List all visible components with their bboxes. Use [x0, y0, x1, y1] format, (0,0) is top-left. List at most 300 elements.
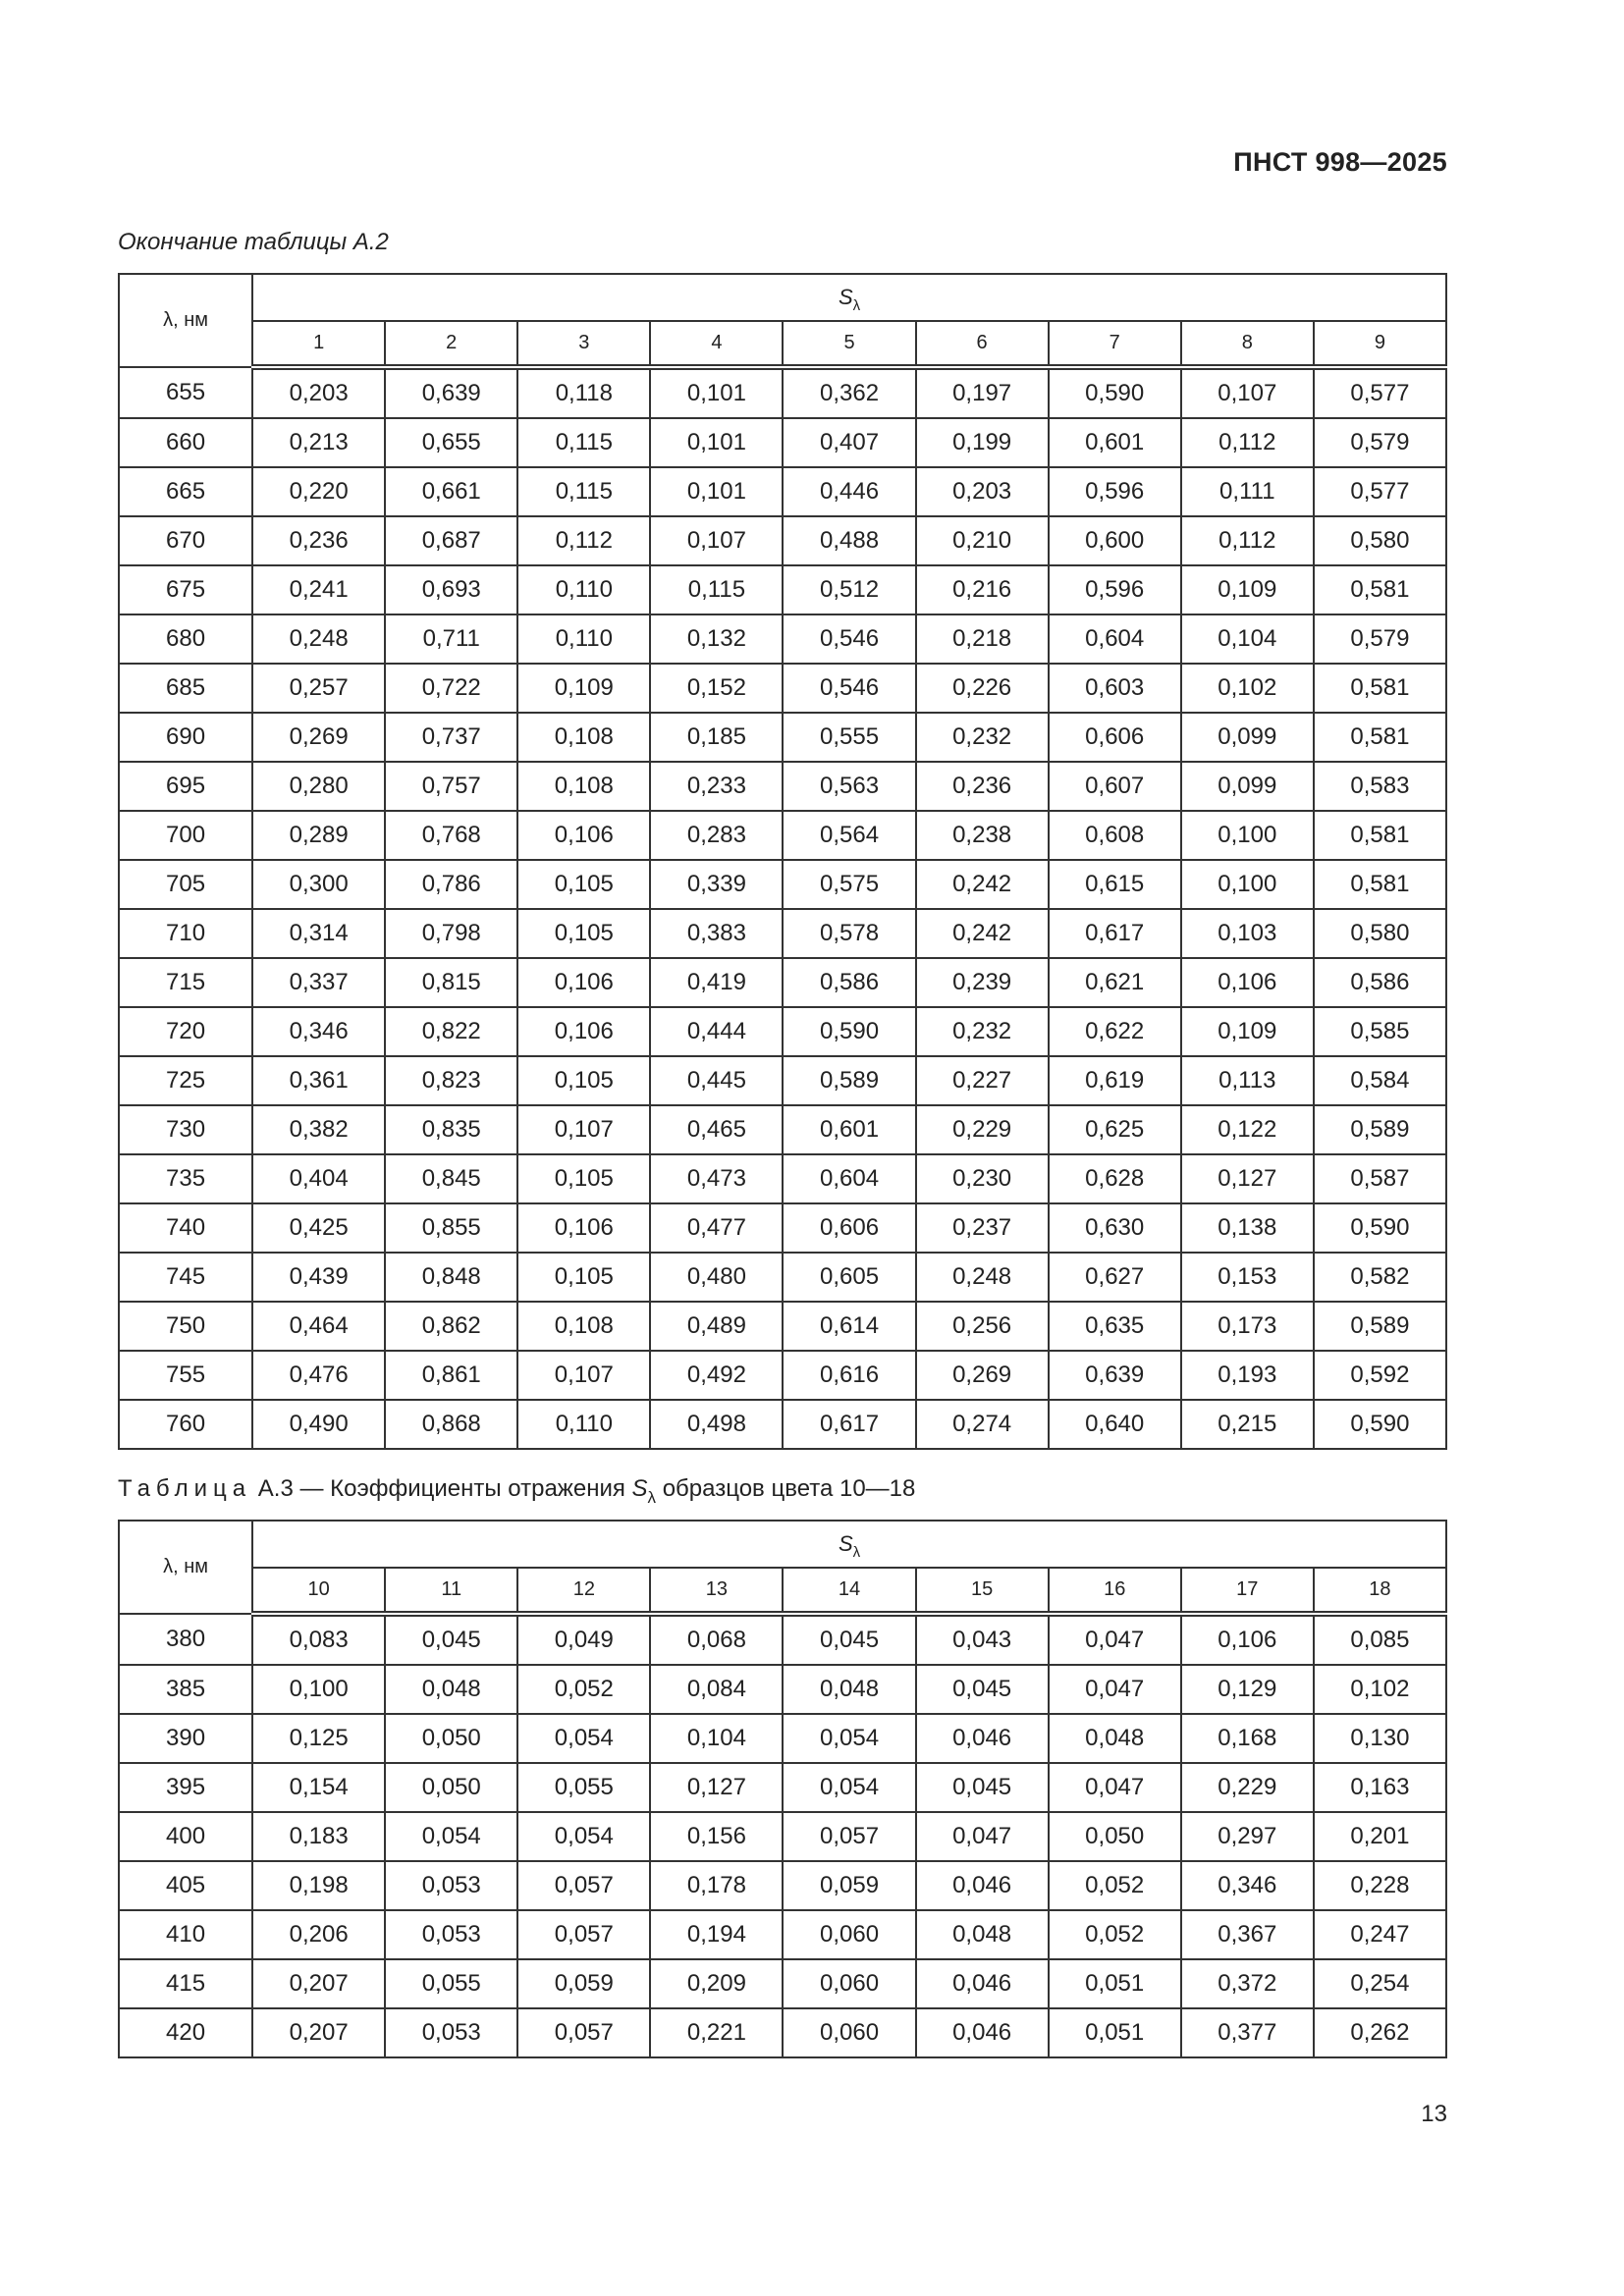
value-cell: 0,108 [517, 713, 650, 762]
value-cell: 0,045 [783, 1614, 915, 1665]
value-cell: 0,737 [385, 713, 517, 762]
value-cell: 0,106 [517, 1203, 650, 1253]
value-cell: 0,055 [517, 1763, 650, 1812]
value-cell: 0,589 [783, 1056, 915, 1105]
value-cell: 0,845 [385, 1154, 517, 1203]
column-header: 7 [1049, 321, 1181, 367]
value-cell: 0,848 [385, 1253, 517, 1302]
value-cell: 0,635 [1049, 1302, 1181, 1351]
value-cell: 0,445 [650, 1056, 783, 1105]
value-cell: 0,153 [1181, 1253, 1314, 1302]
value-cell: 0,382 [252, 1105, 385, 1154]
value-cell: 0,564 [783, 811, 915, 860]
value-cell: 0,216 [916, 565, 1049, 614]
column-header: 17 [1181, 1568, 1314, 1614]
value-cell: 0,823 [385, 1056, 517, 1105]
value-cell: 0,257 [252, 664, 385, 713]
value-cell: 0,057 [783, 1812, 915, 1861]
value-cell: 0,269 [252, 713, 385, 762]
column-header: 9 [1314, 321, 1446, 367]
value-cell: 0,054 [385, 1812, 517, 1861]
value-cell: 0,621 [1049, 958, 1181, 1007]
value-cell: 0,221 [650, 2008, 783, 2057]
table-body [119, 1614, 1446, 2057]
value-cell: 0,577 [1314, 367, 1446, 418]
value-cell: 0,489 [650, 1302, 783, 1351]
value-cell: 0,283 [650, 811, 783, 860]
value-cell: 0,546 [783, 614, 915, 664]
value-cell: 0,546 [783, 664, 915, 713]
value-cell: 0,581 [1314, 713, 1446, 762]
value-cell: 0,059 [517, 1959, 650, 2008]
value-cell: 0,201 [1314, 1812, 1446, 1861]
value-cell: 0,046 [916, 1714, 1049, 1763]
value-cell: 0,589 [1314, 1105, 1446, 1154]
value-cell: 0,585 [1314, 1007, 1446, 1056]
value-cell: 0,110 [517, 1400, 650, 1449]
value-cell: 0,057 [517, 1861, 650, 1910]
value-cell: 0,129 [1181, 1665, 1314, 1714]
wavelength-cell: 755 [119, 1351, 252, 1400]
value-cell: 0,693 [385, 565, 517, 614]
value-cell: 0,229 [916, 1105, 1049, 1154]
value-cell: 0,127 [650, 1763, 783, 1812]
value-cell: 0,110 [517, 614, 650, 664]
value-cell: 0,045 [916, 1763, 1049, 1812]
value-cell: 0,100 [252, 1665, 385, 1714]
wavelength-cell: 735 [119, 1154, 252, 1203]
wavelength-cell: 760 [119, 1400, 252, 1449]
value-cell: 0,661 [385, 467, 517, 516]
value-cell: 0,237 [916, 1203, 1049, 1253]
value-cell: 0,444 [650, 1007, 783, 1056]
value-cell: 0,722 [385, 664, 517, 713]
value-cell: 0,233 [650, 762, 783, 811]
wavelength-cell: 670 [119, 516, 252, 565]
value-cell: 0,049 [517, 1614, 650, 1665]
value-cell: 0,105 [517, 1056, 650, 1105]
s-lambda-header [252, 274, 1446, 321]
wavelength-cell: 675 [119, 565, 252, 614]
wavelength-cell: 395 [119, 1763, 252, 1812]
value-cell: 0,115 [650, 565, 783, 614]
value-cell: 0,052 [1049, 1910, 1181, 1959]
value-cell: 0,104 [650, 1714, 783, 1763]
table-row [119, 1959, 1446, 2008]
value-cell: 0,407 [783, 418, 915, 467]
column-header: 16 [1049, 1568, 1181, 1614]
value-cell: 0,054 [783, 1763, 915, 1812]
value-cell: 0,579 [1314, 614, 1446, 664]
value-cell: 0,118 [517, 367, 650, 418]
value-cell: 0,113 [1181, 1056, 1314, 1105]
value-cell: 0,607 [1049, 762, 1181, 811]
value-cell: 0,054 [517, 1714, 650, 1763]
value-cell: 0,178 [650, 1861, 783, 1910]
value-cell: 0,596 [1049, 565, 1181, 614]
value-cell: 0,055 [385, 1959, 517, 2008]
table-row [119, 516, 1446, 565]
value-cell: 0,060 [783, 1910, 915, 1959]
column-header: 1 [252, 321, 385, 367]
table-row [119, 467, 1446, 516]
value-cell: 0,053 [385, 1861, 517, 1910]
value-cell: 0,059 [783, 1861, 915, 1910]
value-cell: 0,248 [252, 614, 385, 664]
value-cell: 0,232 [916, 1007, 1049, 1056]
value-cell: 0,655 [385, 418, 517, 467]
table-row [119, 1203, 1446, 1253]
column-header: 14 [783, 1568, 915, 1614]
s-symbol: S [838, 285, 853, 309]
value-cell: 0,280 [252, 762, 385, 811]
column-header: 5 [783, 321, 915, 367]
table-row [119, 1105, 1446, 1154]
value-cell: 0,109 [517, 664, 650, 713]
value-cell: 0,404 [252, 1154, 385, 1203]
value-cell: 0,105 [517, 1253, 650, 1302]
value-cell: 0,130 [1314, 1714, 1446, 1763]
value-cell: 0,835 [385, 1105, 517, 1154]
value-cell: 0,115 [517, 467, 650, 516]
table-row [119, 909, 1446, 958]
value-cell: 0,628 [1049, 1154, 1181, 1203]
value-cell: 0,112 [517, 516, 650, 565]
value-cell: 0,488 [783, 516, 915, 565]
value-cell: 0,625 [1049, 1105, 1181, 1154]
s-lambda-header [252, 1521, 1446, 1568]
value-cell: 0,060 [783, 1959, 915, 2008]
value-cell: 0,103 [1181, 909, 1314, 958]
value-cell: 0,057 [517, 2008, 650, 2057]
value-cell: 0,122 [1181, 1105, 1314, 1154]
column-header: 2 [385, 321, 517, 367]
value-cell: 0,590 [1049, 367, 1181, 418]
value-cell: 0,367 [1181, 1910, 1314, 1959]
table-row [119, 713, 1446, 762]
value-cell: 0,108 [517, 1302, 650, 1351]
value-cell: 0,241 [252, 565, 385, 614]
value-cell: 0,239 [916, 958, 1049, 1007]
value-cell: 0,711 [385, 614, 517, 664]
value-cell: 0,555 [783, 713, 915, 762]
value-cell: 0,586 [1314, 958, 1446, 1007]
value-cell: 0,199 [916, 418, 1049, 467]
value-cell: 0,106 [1181, 1614, 1314, 1665]
value-cell: 0,362 [783, 367, 915, 418]
column-header: 13 [650, 1568, 783, 1614]
value-cell: 0,606 [783, 1203, 915, 1253]
value-cell: 0,861 [385, 1351, 517, 1400]
table-row [119, 860, 1446, 909]
value-cell: 0,581 [1314, 860, 1446, 909]
value-cell: 0,213 [252, 418, 385, 467]
value-cell: 0,580 [1314, 909, 1446, 958]
value-cell: 0,604 [783, 1154, 915, 1203]
value-cell: 0,480 [650, 1253, 783, 1302]
column-header: 3 [517, 321, 650, 367]
s-subscript: λ [852, 1544, 861, 1561]
table-a3-caption [118, 1474, 915, 1506]
value-cell: 0,054 [783, 1714, 915, 1763]
value-cell: 0,106 [517, 958, 650, 1007]
wavelength-cell: 415 [119, 1959, 252, 2008]
value-cell: 0,047 [1049, 1614, 1181, 1665]
value-cell: 0,619 [1049, 1056, 1181, 1105]
value-cell: 0,603 [1049, 664, 1181, 713]
table-row [119, 1812, 1446, 1861]
value-cell: 0,050 [385, 1714, 517, 1763]
value-cell: 0,100 [1181, 811, 1314, 860]
value-cell: 0,419 [650, 958, 783, 1007]
value-cell: 0,050 [385, 1763, 517, 1812]
value-cell: 0,083 [252, 1614, 385, 1665]
value-cell: 0,262 [1314, 2008, 1446, 2057]
column-header: 11 [385, 1568, 517, 1614]
value-cell: 0,051 [1049, 2008, 1181, 2057]
table-row [119, 1763, 1446, 1812]
value-cell: 0,051 [1049, 1959, 1181, 2008]
value-cell: 0,045 [385, 1614, 517, 1665]
value-cell: 0,498 [650, 1400, 783, 1449]
wavelength-cell: 745 [119, 1253, 252, 1302]
table-row [119, 1253, 1446, 1302]
value-cell: 0,138 [1181, 1203, 1314, 1253]
value-cell: 0,798 [385, 909, 517, 958]
value-cell: 0,107 [517, 1351, 650, 1400]
value-cell: 0,247 [1314, 1910, 1446, 1959]
value-cell: 0,107 [650, 516, 783, 565]
value-cell: 0,203 [916, 467, 1049, 516]
value-cell: 0,589 [1314, 1302, 1446, 1351]
value-cell: 0,085 [1314, 1614, 1446, 1665]
value-cell: 0,101 [650, 418, 783, 467]
caption-text-after: образцов цвета 10—18 [662, 1475, 916, 1502]
value-cell: 0,314 [252, 909, 385, 958]
value-cell: 0,582 [1314, 1253, 1446, 1302]
wavelength-cell: 685 [119, 664, 252, 713]
value-cell: 0,242 [916, 909, 1049, 958]
table-row [119, 1302, 1446, 1351]
value-cell: 0,173 [1181, 1302, 1314, 1351]
value-cell: 0,256 [916, 1302, 1049, 1351]
value-cell: 0,102 [1314, 1665, 1446, 1714]
value-cell: 0,209 [650, 1959, 783, 2008]
lambda-header: λ, нм [119, 274, 252, 367]
value-cell: 0,105 [517, 909, 650, 958]
wavelength-cell: 385 [119, 1665, 252, 1714]
value-cell: 0,112 [1181, 516, 1314, 565]
column-header: 4 [650, 321, 783, 367]
table-row [119, 762, 1446, 811]
value-cell: 0,057 [517, 1910, 650, 1959]
value-cell: 0,100 [1181, 860, 1314, 909]
table-row [119, 1007, 1446, 1056]
value-cell: 0,473 [650, 1154, 783, 1203]
wavelength-cell: 750 [119, 1302, 252, 1351]
value-cell: 0,617 [783, 1400, 915, 1449]
wavelength-cell: 655 [119, 367, 252, 418]
value-cell: 0,579 [1314, 418, 1446, 467]
value-cell: 0,193 [1181, 1351, 1314, 1400]
value-cell: 0,614 [783, 1302, 915, 1351]
table-row [119, 418, 1446, 467]
table-row [119, 614, 1446, 664]
value-cell: 0,046 [916, 2008, 1049, 2057]
value-cell: 0,464 [252, 1302, 385, 1351]
value-cell: 0,274 [916, 1400, 1049, 1449]
value-cell: 0,106 [517, 811, 650, 860]
value-cell: 0,346 [252, 1007, 385, 1056]
value-cell: 0,053 [385, 2008, 517, 2057]
value-cell: 0,590 [783, 1007, 915, 1056]
value-cell: 0,185 [650, 713, 783, 762]
value-cell: 0,125 [252, 1714, 385, 1763]
s-subscript: λ [852, 297, 861, 314]
value-cell: 0,297 [1181, 1812, 1314, 1861]
value-cell: 0,050 [1049, 1812, 1181, 1861]
value-cell: 0,446 [783, 467, 915, 516]
wavelength-cell: 380 [119, 1614, 252, 1665]
value-cell: 0,228 [1314, 1861, 1446, 1910]
value-cell: 0,339 [650, 860, 783, 909]
wavelength-cell: 705 [119, 860, 252, 909]
value-cell: 0,639 [1049, 1351, 1181, 1400]
value-cell: 0,855 [385, 1203, 517, 1253]
value-cell: 0,581 [1314, 664, 1446, 713]
wavelength-cell: 695 [119, 762, 252, 811]
page-number: 13 [1421, 2101, 1447, 2127]
value-cell: 0,604 [1049, 614, 1181, 664]
value-cell: 0,578 [783, 909, 915, 958]
table-body [119, 367, 1446, 1449]
table-row [119, 958, 1446, 1007]
table-row [119, 1351, 1446, 1400]
value-cell: 0,060 [783, 2008, 915, 2057]
value-cell: 0,289 [252, 811, 385, 860]
value-cell: 0,300 [252, 860, 385, 909]
value-cell: 0,107 [517, 1105, 650, 1154]
value-cell: 0,640 [1049, 1400, 1181, 1449]
wavelength-cell: 730 [119, 1105, 252, 1154]
value-cell: 0,183 [252, 1812, 385, 1861]
value-cell: 0,109 [1181, 565, 1314, 614]
value-cell: 0,045 [916, 1665, 1049, 1714]
table-a2 [118, 273, 1447, 1450]
value-cell: 0,106 [517, 1007, 650, 1056]
value-cell: 0,616 [783, 1351, 915, 1400]
value-cell: 0,052 [517, 1665, 650, 1714]
value-cell: 0,101 [650, 367, 783, 418]
wavelength-cell: 405 [119, 1861, 252, 1910]
column-header: 18 [1314, 1568, 1446, 1614]
value-cell: 0,577 [1314, 467, 1446, 516]
value-cell: 0,580 [1314, 516, 1446, 565]
value-cell: 0,477 [650, 1203, 783, 1253]
value-cell: 0,220 [252, 467, 385, 516]
table-a3 [118, 1520, 1447, 2058]
value-cell: 0,048 [385, 1665, 517, 1714]
value-cell: 0,590 [1314, 1203, 1446, 1253]
value-cell: 0,476 [252, 1351, 385, 1400]
value-cell: 0,099 [1181, 762, 1314, 811]
value-cell: 0,236 [252, 516, 385, 565]
column-header: 12 [517, 1568, 650, 1614]
value-cell: 0,361 [252, 1056, 385, 1105]
value-cell: 0,048 [916, 1910, 1049, 1959]
value-cell: 0,229 [1181, 1763, 1314, 1812]
value-cell: 0,105 [517, 1154, 650, 1203]
value-cell: 0,606 [1049, 713, 1181, 762]
value-cell: 0,581 [1314, 811, 1446, 860]
value-cell: 0,227 [916, 1056, 1049, 1105]
value-cell: 0,757 [385, 762, 517, 811]
table-row [119, 811, 1446, 860]
column-number-row [119, 321, 1446, 367]
value-cell: 0,048 [783, 1665, 915, 1714]
table-row [119, 1154, 1446, 1203]
caption-symbol: S [631, 1475, 648, 1502]
value-cell: 0,109 [1181, 1007, 1314, 1056]
table-row [119, 1614, 1446, 1665]
value-cell: 0,346 [1181, 1861, 1314, 1910]
value-cell: 0,439 [252, 1253, 385, 1302]
value-cell: 0,269 [916, 1351, 1049, 1400]
value-cell: 0,108 [517, 762, 650, 811]
value-cell: 0,156 [650, 1812, 783, 1861]
table-row [119, 2008, 1446, 2057]
value-cell: 0,198 [252, 1861, 385, 1910]
value-cell: 0,101 [650, 467, 783, 516]
value-cell: 0,815 [385, 958, 517, 1007]
table-row [119, 1665, 1446, 1714]
wavelength-cell: 690 [119, 713, 252, 762]
value-cell: 0,084 [650, 1665, 783, 1714]
value-cell: 0,600 [1049, 516, 1181, 565]
value-cell: 0,197 [916, 367, 1049, 418]
value-cell: 0,102 [1181, 664, 1314, 713]
value-cell: 0,230 [916, 1154, 1049, 1203]
value-cell: 0,563 [783, 762, 915, 811]
value-cell: 0,203 [252, 367, 385, 418]
table-row [119, 1861, 1446, 1910]
value-cell: 0,238 [916, 811, 1049, 860]
value-cell: 0,104 [1181, 614, 1314, 664]
caption-subscript: λ [647, 1488, 657, 1507]
table-row [119, 565, 1446, 614]
value-cell: 0,425 [252, 1203, 385, 1253]
value-cell: 0,596 [1049, 467, 1181, 516]
wavelength-cell: 715 [119, 958, 252, 1007]
value-cell: 0,608 [1049, 811, 1181, 860]
value-cell: 0,786 [385, 860, 517, 909]
value-cell: 0,210 [916, 516, 1049, 565]
value-cell: 0,110 [517, 565, 650, 614]
column-header: 15 [916, 1568, 1049, 1614]
value-cell: 0,132 [650, 614, 783, 664]
wavelength-cell: 660 [119, 418, 252, 467]
value-cell: 0,615 [1049, 860, 1181, 909]
value-cell: 0,112 [1181, 418, 1314, 467]
value-cell: 0,512 [783, 565, 915, 614]
value-cell: 0,068 [650, 1614, 783, 1665]
value-cell: 0,584 [1314, 1056, 1446, 1105]
value-cell: 0,630 [1049, 1203, 1181, 1253]
value-cell: 0,687 [385, 516, 517, 565]
value-cell: 0,115 [517, 418, 650, 467]
value-cell: 0,605 [783, 1253, 915, 1302]
value-cell: 0,154 [252, 1763, 385, 1812]
